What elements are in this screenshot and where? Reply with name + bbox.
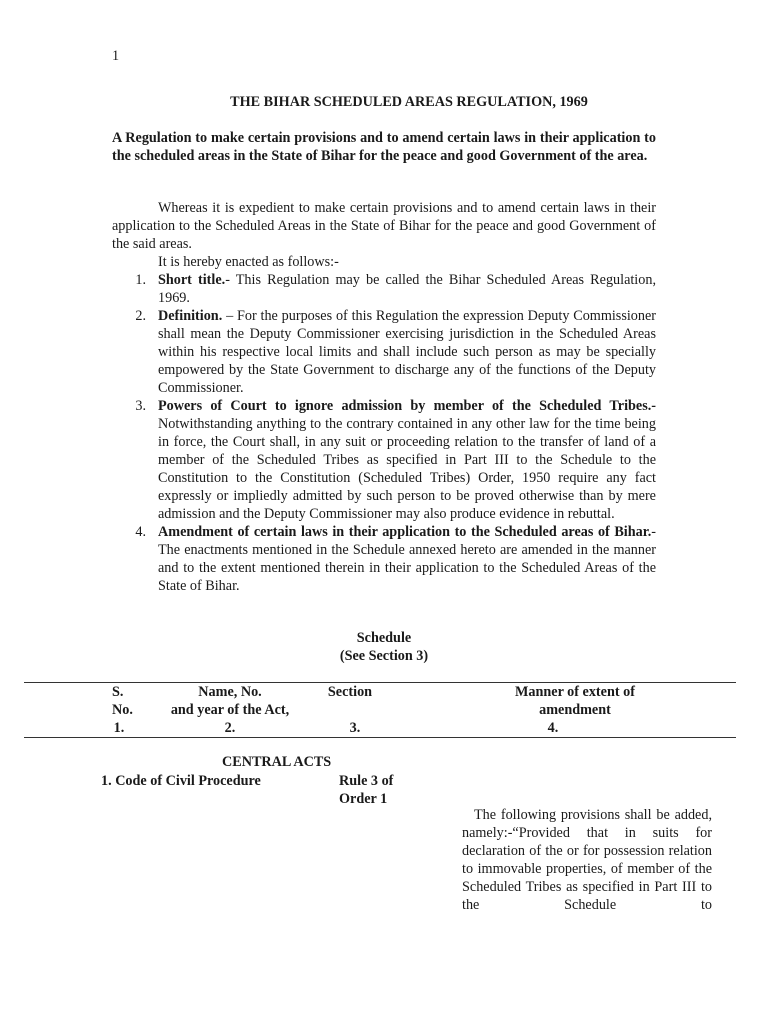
header-act-name-line2: and year of the Act, [170, 702, 290, 718]
header-sno [104, 683, 134, 719]
section-body [158, 271, 656, 307]
section-body [158, 307, 656, 397]
header-sno-line2: No. [112, 702, 133, 718]
header-act-name [150, 683, 310, 719]
header-act-name-line1: Name, No. [198, 684, 262, 700]
header-manner [470, 683, 680, 719]
schedule-subtitle: (See Section 3) [339, 648, 429, 664]
section-number: 1. [135, 272, 146, 288]
sections-list [112, 271, 656, 595]
act-section-cell: Rule 3 of Order 1 [339, 773, 394, 807]
schedule-title: Schedule [356, 630, 412, 646]
section-text: - The enactments mentioned in the Schedule annexed hereto are amended in the manner and to the extent mentioned therein in their application to the Scheduled Areas of the State of Bihar. [158, 524, 656, 594]
enactment-clause: It is hereby enacted as follows:- [158, 254, 339, 270]
section-number: 4. [135, 524, 146, 540]
header-sno-line1: S. [112, 684, 124, 700]
schedule-heading [0, 629, 768, 665]
section-item [112, 307, 656, 397]
column-number-4: 4. [547, 720, 559, 736]
header-manner-line1: Manner of extent of [515, 684, 635, 700]
section-item [112, 397, 656, 523]
section-text: – For the purposes of this Regulation the expression Deputy Commissioner shall mean the Deputy Commissioner exercising jurisdiction in the Scheduled Areas within his respective local limits and shall include such person as may be specially empowered by the State Government to discharge any of the functions of the Deputy Commissioner. [158, 308, 656, 396]
section-heading: Powers of Court to ignore admission by member of the Scheduled Tribes.- [158, 398, 656, 414]
section-body [158, 397, 656, 523]
section-item [112, 523, 656, 595]
page-number: 1 [112, 48, 120, 64]
regulation-intro: A Regulation to make certain provisions and to amend certain laws in their application to the scheduled areas in the State of Bihar for the peace and good Government of the area. [112, 130, 656, 164]
table-bottom-rule [24, 737, 736, 738]
act-amendment-cell: The following provisions shall be added, namely:-“Provided that in suits for declaration of the or for possession relation to immovable properties, of member of the Scheduled Tribes as specified in Part III to the Schedule to [462, 807, 712, 913]
document-title: THE BIHAR SCHEDULED AREAS REGULATION, 1969 [230, 94, 588, 110]
column-number-1: 1. [113, 720, 125, 736]
preamble-paragraph: Whereas it is expedient to make certain provisions and to amend certain laws in their application to the Scheduled Areas in the State of Bihar for the peace and good Government of the said areas. [112, 200, 656, 252]
section-body [158, 523, 656, 595]
section-item [112, 271, 656, 307]
section-heading: Short title. [158, 272, 226, 288]
section-number: 3. [135, 398, 146, 414]
column-number-3: 3. [349, 720, 361, 736]
section-heading: Amendment of certain laws in their application to the Scheduled areas of Bihar. [158, 524, 652, 540]
section-number: 2. [135, 308, 146, 324]
section-text: - This Regulation may be called the Bihar Scheduled Areas Regulation, 1969. [158, 272, 656, 306]
section-text: Notwithstanding anything to the contrary contained in any other law for the time being in force, the Court shall, in any suit or proceeding relation to the transfer of land of a member of the Scheduled Tribes as specified in Part III to the Schedule to the Constitution to the Constitution (Scheduled Tribes) Order, 1950 require any fact expressly or impliedly admitted by such person to be proved otherwise than by mere admission and the Deputy Commissioner may also produce evidence in rebuttal. [158, 416, 656, 522]
header-manner-line2: amendment [539, 702, 611, 718]
central-acts-heading: CENTRAL ACTS [222, 754, 332, 770]
section-heading: Definition. [158, 308, 223, 324]
column-number-2: 2. [224, 720, 236, 736]
act-name-cell: 1. Code of Civil Procedure [101, 773, 261, 789]
header-section: Section [327, 684, 373, 700]
